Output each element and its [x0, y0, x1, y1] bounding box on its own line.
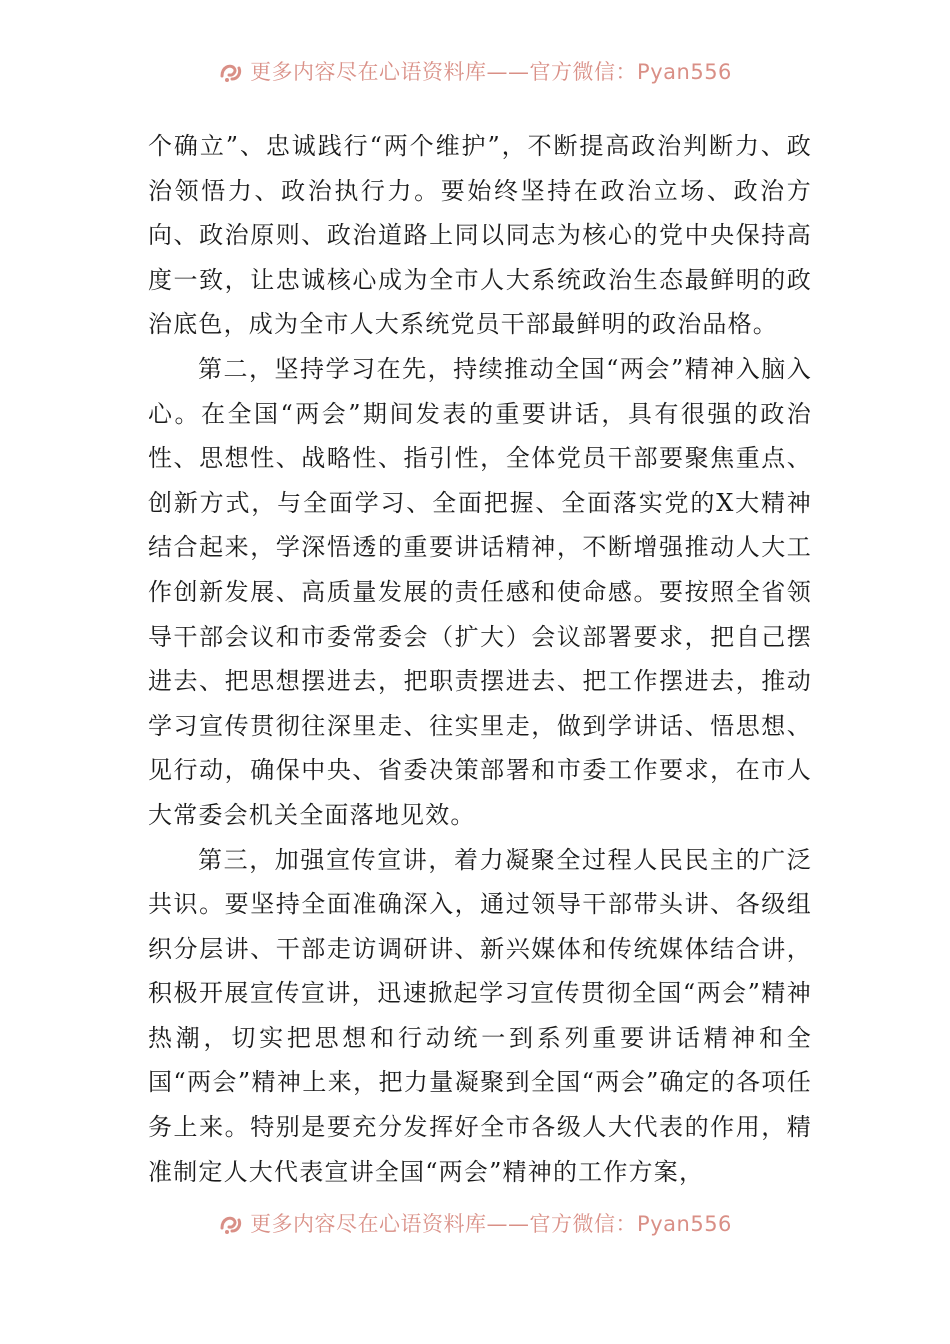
paragraph-2: 第二，坚持学习在先，持续推动全国“两会”精神入脑入心。在全国“两会”期间发表的重要讲话，具有很强的政治性、思想性、战略性、指引性，全体党员干部要聚焦重点、创新方式，与全面学习、全面把握、全面落实党的X大精神结合起来，学深悟透的重要讲话精神，不断增强推动人大工作创新发展、高质量发展的责任感和使命感。要按照全省领导干部会议和市委常委会（扩大）会议部署要求，把自己摆进去、把思想摆进去，把职责摆进去、把工作摆进去，推动学习宣传贯彻往深里走、往实里走，做到学讲话、悟思想、见行动，确保中央、省委决策部署和市委工作要求，在市人大常委会机关全面落地见效。: [148, 354, 812, 829]
paragraph-1: 个确立”、忠诚践行“两个维护”，不断提高政治判断力、政治领悟力、政治执行力。要始终坚持在政治立场、政治方向、政治原则、政治道路上同以同志为核心的党中央保持高度一致，让忠诚核心成为全市人大系统政治生态最鲜明的政治底色，成为全市人大系统党员干部最鲜明的政治品格。: [148, 132, 812, 339]
watermark-logo-icon: [218, 59, 244, 85]
watermark-logo-icon: [218, 1211, 244, 1237]
footer-watermark: [0, 1208, 950, 1238]
watermark-text: 更多内容尽在心语资料库——官方微信：Pyan556: [250, 1212, 732, 1236]
document-body: [148, 124, 812, 1194]
watermark-text: 更多内容尽在心语资料库——官方微信：Pyan556: [250, 60, 732, 84]
paragraph-3: 第三，加强宣传宣讲，着力凝聚全过程人民民主的广泛共识。要坚持全面准确深入，通过领导干部带头讲、各级组织分层讲、干部走访调研讲、新兴媒体和传统媒体结合讲，积极开展宣传宣讲，迅速掀起学习宣传贯彻全国“两会”精神热潮，切实把思想和行动统一到系列重要讲话精神和全国“两会”精神上来，把力量凝聚到全国“两会”确定的各项任务上来。特别是要充分发挥好全市各级人大代表的作用，精准制定人大代表宣讲全国“两会”精神的工作方案，: [148, 845, 812, 1186]
header-watermark: [0, 56, 950, 86]
